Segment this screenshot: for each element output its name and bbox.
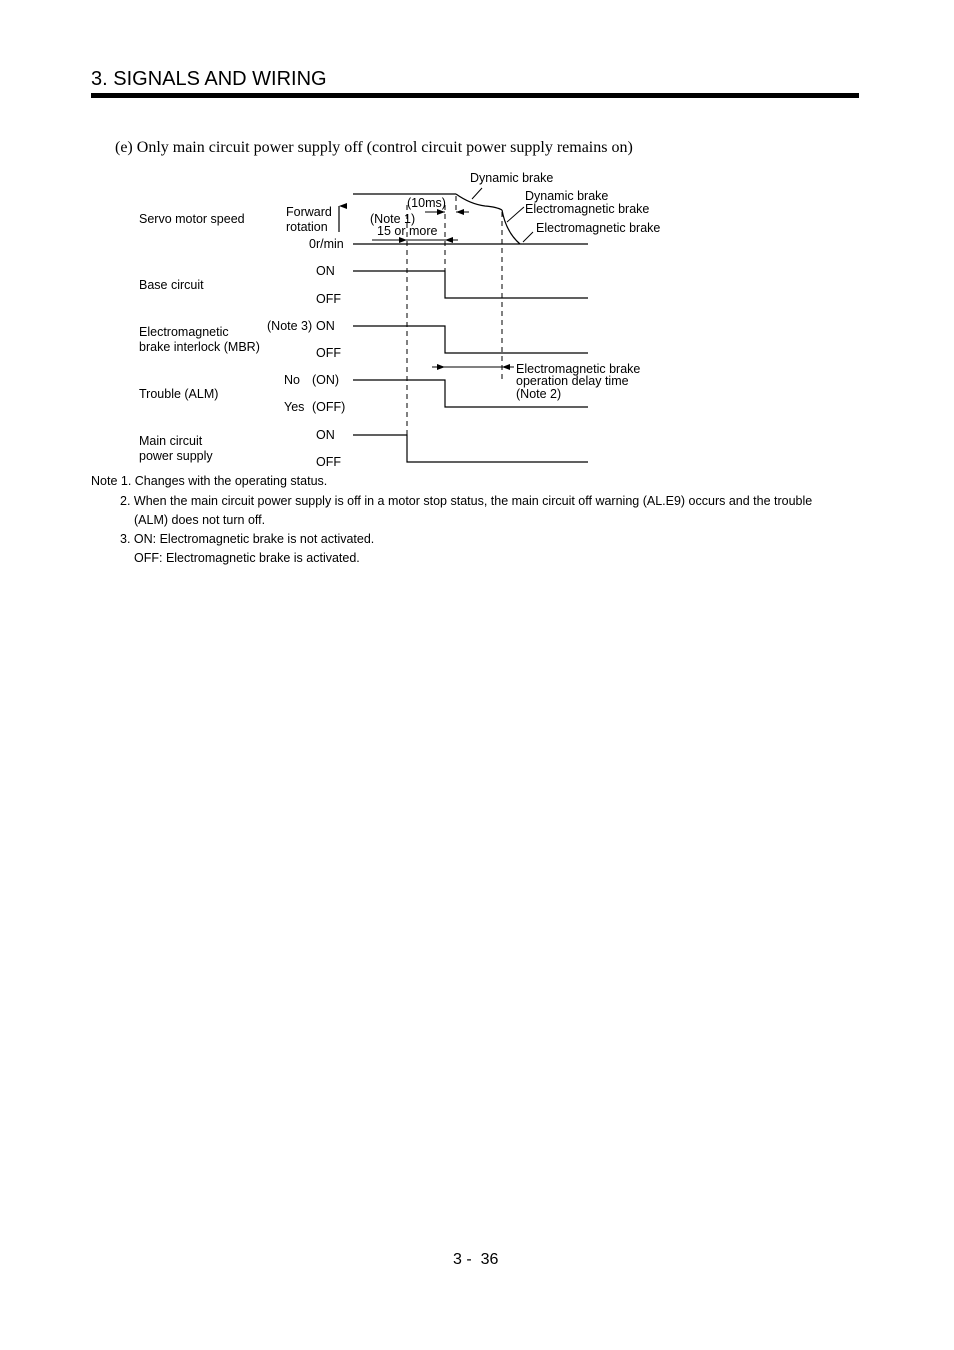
- label-main-power-line2: power supply: [139, 449, 213, 463]
- level-zero-speed: 0r/min: [309, 237, 344, 251]
- level-mbr-note3: (Note 3): [267, 319, 313, 333]
- level-alm-yes: Yes: [284, 400, 305, 414]
- annotation-delay-line2: operation delay time: [516, 374, 629, 388]
- waveform-base-circuit: [353, 271, 588, 298]
- level-base-off: OFF: [316, 292, 341, 306]
- pointer-dynamic-brake-top: [472, 188, 482, 199]
- annotation-em-brake-2: Electromagnetic brake: [525, 202, 650, 216]
- label-alm: Trouble (ALM): [139, 387, 219, 401]
- subsection-title: (e) Only main circuit power supply off (control circuit power supply remains on): [115, 139, 633, 156]
- page-number: 3 - 36: [453, 1251, 499, 1268]
- pointer-em-brake: [523, 232, 533, 242]
- annotation-delay-line3: (Note 2): [516, 387, 562, 401]
- level-main-off: OFF: [316, 455, 341, 469]
- annotation-note1: (Note 1): [370, 212, 416, 226]
- level-alm-off: (OFF): [312, 400, 346, 414]
- timing-chart: [0, 0, 954, 600]
- level-base-on: ON: [316, 264, 335, 278]
- annotation-dynamic-brake-top: Dynamic brake: [470, 171, 554, 185]
- level-alm-on: (ON): [312, 373, 340, 387]
- label-mbr-line1: Electromagnetic: [139, 325, 229, 339]
- section-header-title: 3. SIGNALS AND WIRING: [91, 68, 327, 90]
- level-mbr-off: OFF: [316, 346, 341, 360]
- annotation-15-or-more: 15 or more: [377, 224, 438, 238]
- annotation-em-brake-3: Electromagnetic brake: [536, 221, 661, 235]
- label-base-circuit: Base circuit: [139, 278, 204, 292]
- annotation-delay-line1: Electromagnetic brake: [516, 362, 641, 376]
- label-servo-motor-speed: Servo motor speed: [139, 212, 245, 226]
- pointer-dynamic-em-brake: [507, 207, 524, 222]
- waveform-main-power: [353, 435, 588, 462]
- level-rotation: rotation: [286, 220, 328, 234]
- note-3-line1: 3. ON: Electromagnetic brake is not activated.: [120, 532, 375, 546]
- waveform-mbr: [353, 326, 588, 353]
- note-2-line1: 2. When the main circuit power supply is off in a motor stop status, the main circuit off warning (AL.E9) occurs and the trouble: [120, 494, 813, 508]
- label-mbr-line2: brake interlock (MBR): [139, 340, 260, 354]
- level-alm-no: No: [284, 373, 300, 387]
- note-3-line2: OFF: Electromagnetic brake is activated.: [134, 551, 360, 565]
- note-1: Note 1. Changes with the operating status.: [91, 474, 328, 488]
- label-main-power-line1: Main circuit: [139, 434, 203, 448]
- annotation-10ms: (10ms): [407, 196, 446, 210]
- level-mbr-on: ON: [316, 319, 335, 333]
- level-main-on: ON: [316, 428, 335, 442]
- level-forward: Forward: [286, 205, 332, 219]
- annotation-dynamic-brake-2: Dynamic brake: [525, 189, 609, 203]
- note-2-line2: (ALM) does not turn off.: [134, 513, 266, 527]
